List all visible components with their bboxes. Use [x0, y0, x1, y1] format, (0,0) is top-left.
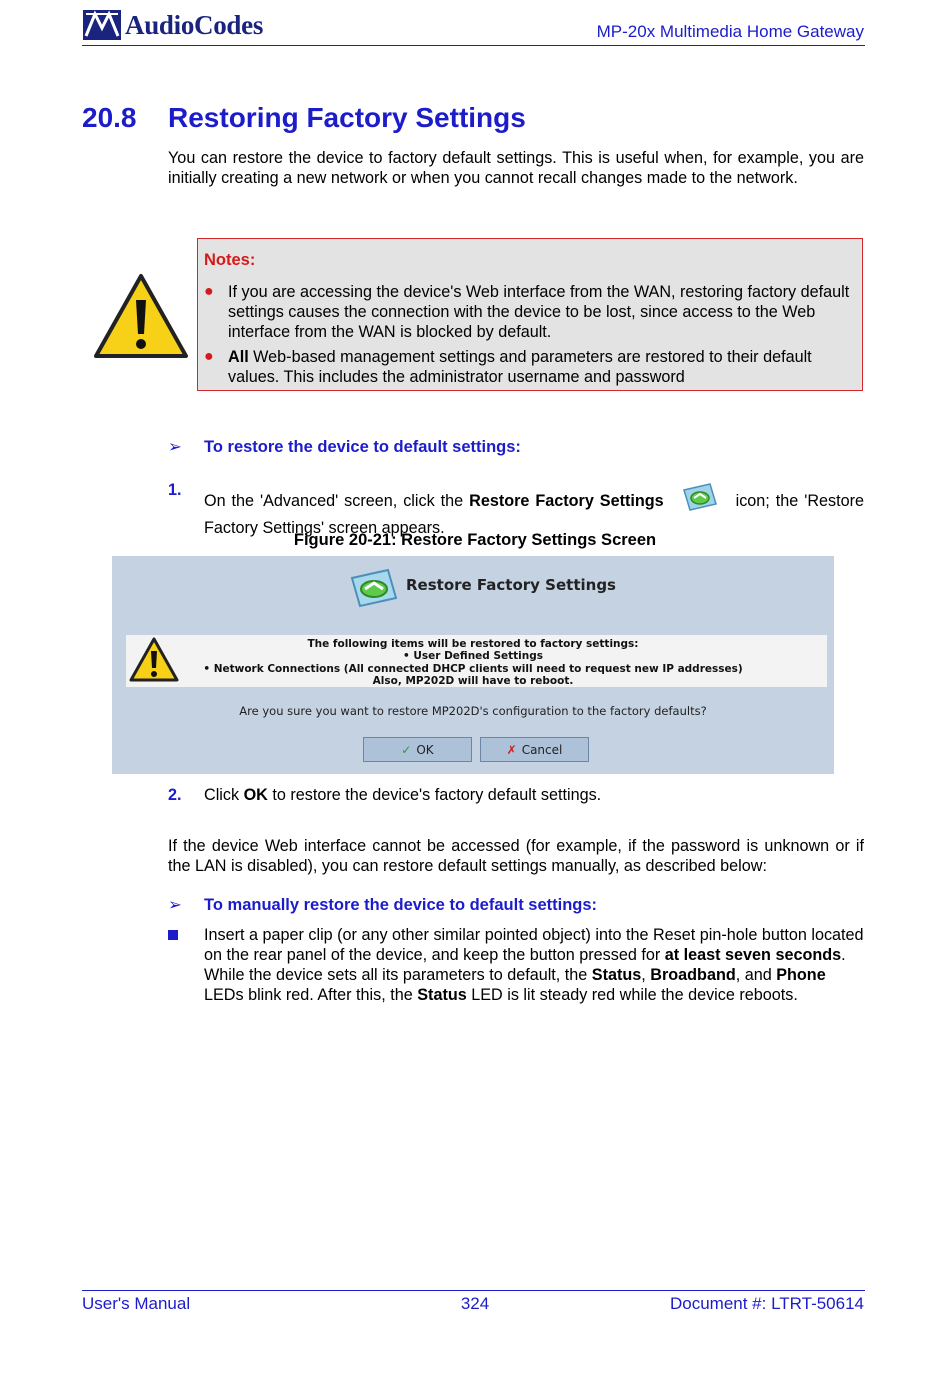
figure-line-text: Network Connections (All connected DHCP clients will need to request new IP addresses)	[213, 663, 743, 675]
step-text-part: Click	[204, 786, 244, 804]
text-part: , and	[735, 966, 777, 984]
section-number: 20.8	[82, 102, 137, 133]
cancel-button[interactable]	[480, 737, 589, 762]
procedure-heading	[168, 437, 521, 457]
figure-line: • Network Connections (All connected DHCP clients will need to request new IP addresses)	[203, 663, 743, 675]
note-item-text: Web-based management settings and parameters are restored to their default values. This includes the administrator username and password	[228, 348, 812, 386]
section-title: Restoring Factory Settings	[168, 102, 526, 133]
step-text-part: icon; the 'Restore Factory Settings' screen appears.	[204, 492, 865, 537]
note-item-text: If you are accessing the device's Web interface from the WAN, restoring factory default settings causes the connection with the device to be lost, since access to the Web interface from the WAN is blocked by default.	[228, 283, 850, 341]
text-bold: Status	[591, 966, 642, 984]
step-text-bold: Restore Factory Settings	[469, 492, 664, 510]
text-part: LEDs blink red. After this, the	[204, 986, 418, 1004]
audiocodes-logo	[83, 9, 263, 41]
restore-factory-screenshot	[112, 556, 834, 774]
logo-text: AudioCodes	[125, 9, 264, 40]
footer-left: User's Manual	[82, 1294, 191, 1313]
cross-icon: ✗	[506, 742, 517, 757]
ok-button[interactable]	[363, 737, 472, 762]
notes-box	[197, 238, 863, 391]
figure-question: Are you sure you want to restore MP202D's configuration to the factory defaults?	[239, 704, 707, 718]
square-bullet-icon	[168, 930, 178, 940]
page-number: 324	[460, 1294, 490, 1313]
procedure-heading-text: To restore the device to default settings:	[204, 438, 521, 456]
step-number: 1.	[168, 481, 182, 499]
intro-paragraph: You can restore the device to factory default settings. This is useful when, for example, you are initially creating a new network or when you cannot recall changes made to the network.	[168, 149, 864, 187]
step-text-part: to restore the device's factory default settings.	[267, 786, 602, 804]
figure-line: Also, MP202D will have to reboot.	[372, 675, 574, 687]
footer-right: Document #: LTRT-50614	[669, 1294, 864, 1313]
text-part: LED is lit steady red while the device reboots.	[466, 986, 798, 1004]
procedure-heading	[168, 895, 597, 915]
note-item	[204, 347, 854, 387]
notes-title: Notes:	[204, 251, 256, 269]
figure-screen-title: Restore Factory Settings	[406, 576, 616, 594]
bullet-icon: ●	[204, 283, 214, 300]
note-item-bold: All	[228, 348, 249, 366]
arrow-icon: ➢	[168, 438, 182, 456]
restore-settings-icon	[346, 564, 402, 615]
audiocodes-logo-icon	[83, 10, 121, 40]
step-text-bold: OK	[243, 786, 268, 804]
text-bold: Broadband	[650, 966, 736, 984]
note-item	[204, 282, 854, 342]
ok-button-label: OK	[416, 742, 434, 757]
bullet-icon: ●	[204, 348, 214, 365]
step-number: 2.	[168, 786, 182, 804]
procedure-heading-text: To manually restore the device to default settings:	[204, 896, 598, 914]
figure-caption: Figure 20-21: Restore Factory Settings Screen	[293, 531, 657, 549]
figure-line-text: User Defined Settings	[413, 650, 544, 662]
text-bold: at least seven seconds	[664, 946, 842, 964]
step-text	[204, 785, 864, 806]
cancel-button-label: Cancel	[521, 742, 563, 757]
header-product: MP-20x Multimedia Home Gateway	[596, 22, 864, 41]
arrow-icon: ➢	[168, 896, 182, 914]
text-bold: Phone	[776, 966, 826, 984]
text-bold: Status	[417, 986, 467, 1004]
checkmark-icon: ✓	[401, 742, 412, 757]
text-part: ,	[641, 966, 651, 984]
warning-icon	[92, 272, 190, 365]
restore-settings-icon	[680, 480, 720, 518]
figure-line: • User Defined Settings	[402, 650, 544, 662]
text-part: . While the device sets all its parameters to default, the	[204, 946, 846, 984]
header-rule	[82, 45, 865, 46]
step-text-part: On the 'Advanced' screen, click the	[204, 492, 470, 510]
text-part: Insert a paper clip (or any other similar pointed object) into the Reset pin-hole button located on the rear panel of the device, and keep the button pressed for	[204, 926, 864, 964]
manual-intro-paragraph: If the device Web interface cannot be accessed (for example, if the password is unknown or if the LAN is disabled), you can restore default settings manually, as described below:	[168, 837, 864, 875]
figure-line: The following items will be restored to factory settings:	[307, 638, 639, 650]
manual-step-text	[204, 925, 864, 1005]
footer-rule	[82, 1290, 865, 1291]
